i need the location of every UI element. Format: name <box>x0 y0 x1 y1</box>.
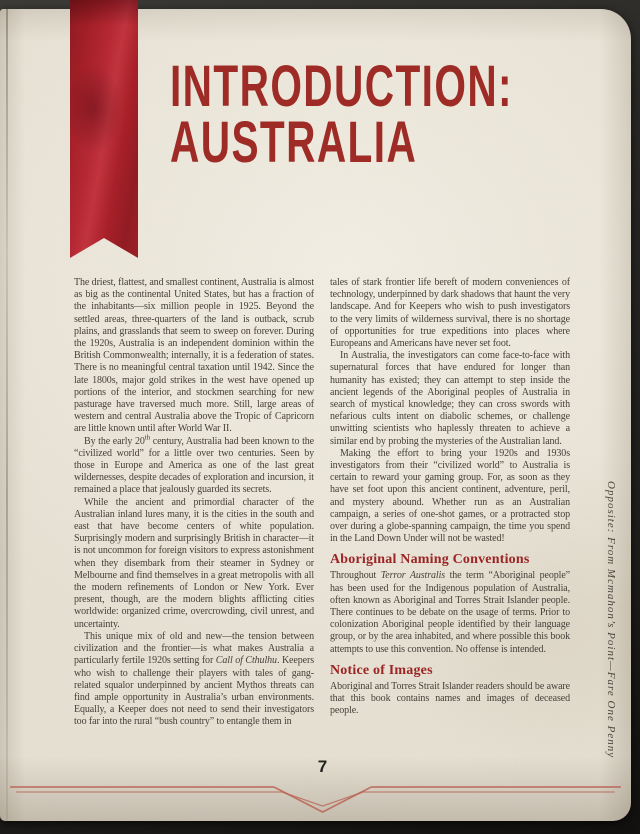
body-paragraph: This unique mix of old and new—the tension between civilization and the frontier—is what makes Australia a particularly fertile 1920s setting for Call of Cthulhu. Keepers who wish to challenge their players with tales of gang-related squalor underpinned by ancient Mythos threats can find ample opportunity in Australia’s urban environments. Equally, a Keeper does not need to send their investigators too far into the rural “bush country” to entangle them in <box>74 630 314 728</box>
page-fold-crease <box>6 9 8 821</box>
body-paragraph: By the early 20th century, Australia had been known to the “civilized world” for a little over two centuries. Seen by those in Europe and America as one of the last great wildernesses, despite decades of exploration and incursion, it remained a place that jealously guarded its secrets. <box>74 433 315 496</box>
section-heading: Aboriginal Naming Conventions <box>330 552 530 568</box>
right-text-column <box>330 277 570 729</box>
body-paragraph: The driest, flattest, and smallest continent, Australia is almost as big as the continental United States, but has a fraction of the inhabitants—six million people in 1925. Beyond the settled areas, three-quarters of the land is outback, scrub plains, and grasslands that seem to sweep on forever. During the 1920s, Australia is an independent dominion within the British Commonwealth; internally, it is a federation of states. There is no meaningful central taxation until 1942. Since the late 1800s, major gold strikes in the west have opened up portions of the interior, and stockmen searching for new pasturage have traversed much more. Still, large areas of western and central Australia above the Tropic of Capricorn are little known until after World War II. <box>74 277 314 435</box>
rotated-margin-caption: Opposite: From Mcmahon’s Point—Fare One Penny <box>605 481 617 759</box>
page-title-line2: AUSTRALIA <box>170 110 418 175</box>
page-number: 7 <box>317 757 328 776</box>
section-heading: Notice of Images <box>330 662 433 678</box>
body-paragraph: While the ancient and primordial character of the Australian inland lures many, it is the cities in the south and east that have become centers of white population. Surprisingly modern and surprisingly British in character—it is not uncommon for foreign visitors to express astonishment when they disembark from their steamer in Sydney or Melbourne and find themselves in a great metropolis with all the modern refinements of London or New York. Ever present, though, are the modern blights afflicting cities worldwide: organized crime, overcrowding, civil unrest, and uncertainty. <box>74 496 314 630</box>
page-title <box>170 54 640 175</box>
left-text-column <box>74 277 314 729</box>
body-paragraph: Making the effort to bring your 1920s and 1930s investigators from their “civilized world” to Australia is certain to reward your gaming group. For, as soon as they have set foot upon this ancient continent, adventure, peril, and mystery abound. Whether run as an Australian campaign, a series of one-shot games, or a protracted stop over during a globe-spanning campaign, the time you spend in the Land Down Under will not be wasted! <box>330 447 570 545</box>
ribbon-bookmark <box>70 0 138 258</box>
body-paragraph: Aboriginal and Torres Strait Islander readers should be aware that this book contains names and images of deceased people. <box>330 680 570 717</box>
chevron-rule-icon <box>0 779 631 819</box>
body-paragraph: tales of stark frontier life bereft of modern conveniences of technology, underpinned by dark shadows that haunt the very landscape. And for Keepers who wish to push investigators to the very limits of wilderness survival, there is no shortage of opportunities for true expeditions into places where Europeans and Americans have never set foot. <box>330 277 570 350</box>
body-text-columns <box>74 277 570 729</box>
body-paragraph: In Australia, the investigators can come face-to-face with supernatural forces that have endured for longer than humanity has existed; they can attempt to step inside the ancient legends of the Aboriginal peoples of Australia in search of mystical knowledge; they can cross swords with nefarious cults intent on diabolic schemes, or challenge unwitting scientists who haplessly threaten to achieve a similar end by probing the mysteries of the Australian land. <box>330 350 570 447</box>
body-paragraph: Throughout Terror Australis the term “Aboriginal people” has been used for the Indigenous population of Australia, often known as Aboriginal and Torres Strait Islander people. There continues to be debate on the usage of terms. Prior to colonization Aboriginal people identified by their language group, or by the area inhabited, and where possible this book attempts to use this convention. No offense is intended. <box>330 570 571 655</box>
footer-rule-ornament <box>0 779 631 819</box>
page-title-line1: INTRODUCTION: <box>170 54 513 119</box>
